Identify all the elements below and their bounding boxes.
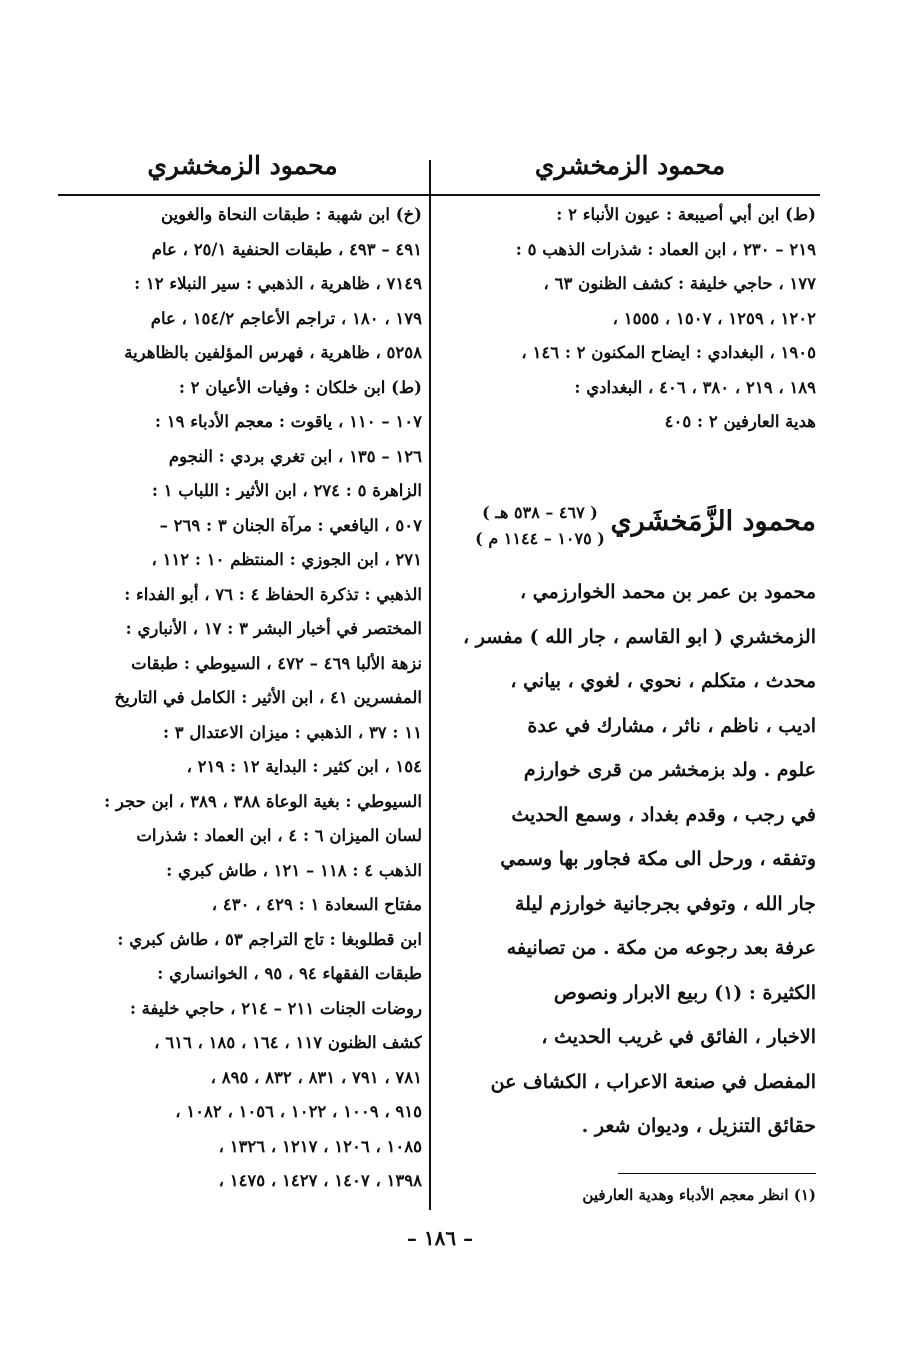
body-line: الاخبار ، الفائق في غريب الحديث ، <box>541 1026 816 1048</box>
reference-line: ١٣٩٨ ، ١٤٠٧ ، ١٤٢٧ ، ١٤٧٥ ، <box>218 1171 422 1190</box>
column-divider <box>429 160 431 1210</box>
footnote-rule <box>618 1173 816 1174</box>
dates-ad: ( ١٠٧٥ – ١١٤٤ م ) <box>475 529 605 548</box>
reference-line: روضات الجنات ٢١١ – ٢١٤ ، حاجي خليفة : <box>129 998 422 1018</box>
body-line: وتفقه ، ورحل الى مكة فجاور بها وسمي <box>500 848 816 870</box>
page-number: – ١٨٦ – <box>406 1226 474 1250</box>
reference-line: هدية العارفين ٢ : ٤٠٥ <box>664 412 816 431</box>
reference-line: لسان الميزان ٦ : ٤ ، ابن العماد : شذرات <box>136 826 422 845</box>
reference-line: ١١ : ٣٧ ، الذهبي : ميزان الاعتدال ٣ : <box>162 722 422 742</box>
body-line: الزمخشري ( ابو القاسم ، جار الله ) مفسر ، <box>463 625 816 648</box>
reference-line: (خ) ابن شهبة : طبقات النحاة والغوين <box>161 205 422 224</box>
body-line: اديب ، ناظم ، ناثر ، مشارك في عدة <box>527 714 816 737</box>
reference-line: طبقات الفقهاء ٩٤ ، ٩٥ ، الخوانساري : <box>157 964 422 983</box>
running-head-right: محمود الزمخشري <box>534 151 726 180</box>
reference-line: الذهب ٤ : ١١٨ – ١٢١ ، طاش كبري : <box>166 860 422 880</box>
entry-body <box>444 570 816 1149</box>
reference-line: ٢١٩ – ٢٣٠ ، ابن العماد : شذرات الذهب ٥ : <box>515 239 816 259</box>
reference-line: ١٥٤ ، ابن كثير : البداية ١٢ : ٢١٩ ، <box>186 757 422 776</box>
body-line: المفصل في صنعة الاعراب ، الكشاف عن <box>490 1070 816 1093</box>
reference-line: ١٢٠٢ ، ١٢٥٩ ، ١٥٠٧ ، ١٥٥٥ ، <box>612 308 816 328</box>
reference-line: ١٨٩ ، ٢١٩ ، ٣٨٠ ، ٤٠٦ ، البغدادي : <box>574 377 816 397</box>
reference-line: ٩١٥ ، ١٠٠٩ ، ١٠٢٢ ، ١٠٥٦ ، ١٠٨٢ ، <box>175 1102 422 1121</box>
reference-line: السيوطي : بغية الوعاة ٣٨٨ ، ٣٨٩ ، ابن حجر : <box>104 791 422 811</box>
running-head-left: محمود الزمخشري <box>147 151 338 180</box>
body-line: حقائق التنزيل ، وديوان شعر . <box>581 1115 816 1137</box>
reference-line: ٥٢٥٨ ، ظاهرية ، فهرس المؤلفين بالظاهرية <box>124 343 422 362</box>
reference-line: المفسرين ٤١ ، ابن الأثير : الكامل في التاريخ <box>114 688 422 707</box>
reference-line: ١٩٠٥ ، البغدادي : ايضاح المكنون ٢ : ١٤٦ ، <box>521 343 816 362</box>
footnote: (١) انظر معجم الأدباء وهدية العارفين <box>582 1186 816 1204</box>
right-column-references <box>444 198 816 440</box>
reference-line: (ط) ابن خلكان : وفيات الأعيان ٢ : <box>178 377 422 397</box>
reference-line: نزهة الألبا ٤٦٩ – ٤٧٢ ، السيوطي : طبقات <box>131 653 422 673</box>
reference-line: ١٧٩ ، ١٨٠ ، تراجم الأعاجم ١٥٤/٢ ، عام <box>150 308 422 328</box>
reference-line: ١٢٦ – ١٣٥ ، ابن تغري بردي : النجوم <box>168 446 422 466</box>
body-line: جار الله ، وتوفي بجرجانية خوارزم ليلة <box>514 892 816 915</box>
header-rule <box>58 194 820 196</box>
body-line: محمود بن عمر بن محمد الخوارزمي ، <box>519 581 816 603</box>
reference-line: ٤٩١ – ٤٩٣ ، طبقات الحنفية ٢٥/١ ، عام <box>151 239 422 259</box>
entry-name: محمود الزَّمَخشَري <box>610 506 816 537</box>
reference-line: ٧١٤٩ ، ظاهرية ، الذهبي : سير النبلاء ١٢ : <box>134 274 422 293</box>
entry-dates <box>450 500 630 552</box>
body-line: في رجب ، وقدم بغداد ، وسمع الحديث <box>511 803 816 826</box>
reference-line: ١٠٨٥ ، ١٢٠٦ ، ١٢١٧ ، ١٣٢٦ ، <box>218 1136 422 1156</box>
reference-line: ١٧٧ ، حاجي خليفة : كشف الظنون ٦٣ ، <box>543 274 816 293</box>
left-column-references <box>62 198 422 1199</box>
dates-hijri: ( ٤٦٧ – ٥٣٨ هـ ) <box>482 503 598 522</box>
reference-line: كشف الظنون ١١٧ ، ١٦٤ ، ١٨٥ ، ٦١٦ ، <box>154 1033 422 1052</box>
reference-line: (ط) ابن أبي أصيبعة : عيون الأنباء ٢ : <box>556 205 816 224</box>
body-line: عرفة بعد رجوعه من مكة . من تصانيفه <box>506 937 816 959</box>
entry-heading <box>444 498 816 558</box>
reference-line: ٥٠٧ ، اليافعي : مرآة الجنان ٣ : ٢٦٩ – <box>159 515 422 535</box>
body-line: محدث ، متكلم ، نحوي ، لغوي ، بياني ، <box>510 670 816 692</box>
reference-line: الزاهرة ٥ : ٢٧٤ ، ابن الأثير : اللباب ١ : <box>151 481 422 500</box>
reference-line: ابن قطلوبغا : تاج التراجم ٥٣ ، طاش كبري : <box>117 929 422 949</box>
reference-line: الذهبي : تذكرة الحفاظ ٤ : ٧٦ ، أبو الفداء : <box>124 584 422 604</box>
body-line: علوم . ولد بزمخشر من قرى خوارزم <box>523 759 816 781</box>
reference-line: ٢٧١ ، ابن الجوزي : المنتظم ١٠ : ١١٢ ، <box>151 550 422 569</box>
reference-line: ١٠٧ – ١١٠ ، ياقوت : معجم الأدباء ١٩ : <box>154 412 422 431</box>
reference-line: مفتاح السعادة ١ : ٤٢٩ ، ٤٣٠ ، <box>211 895 422 914</box>
reference-line: ٧٨١ ، ٧٩١ ، ٨٣١ ، ٨٣٢ ، ٨٩٥ ، <box>210 1067 422 1087</box>
body-line: الكثيرة : (١) ربيع الابرار ونصوص <box>553 981 816 1004</box>
reference-line: المختصر في أخبار البشر ٣ : ١٧ ، الأنباري : <box>125 619 422 638</box>
